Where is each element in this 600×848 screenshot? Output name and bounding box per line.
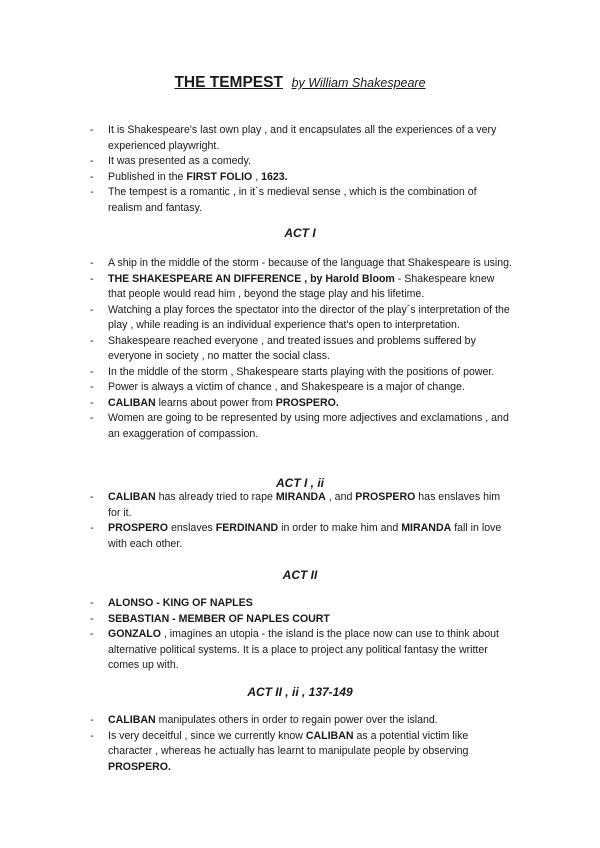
bold-text: 1623.	[261, 170, 288, 183]
text-segment: The tempest is a romantic , in it´s medieval sense , which is the combination of realism and fantasy.	[108, 186, 477, 214]
heading-act-2: ACT II	[282, 568, 318, 582]
bold-text: SEBASTIAN - MEMBER OF NAPLES COURT	[108, 612, 330, 625]
list-item	[0, 272, 600, 303]
list-item	[0, 303, 600, 334]
text-segment: manipulates others in order to regain power over the island.	[155, 714, 438, 726]
bold-text: FIRST FOLIO	[186, 170, 253, 183]
text-segment: learns about power from	[155, 396, 276, 409]
list-item	[0, 713, 600, 729]
list-item	[0, 612, 600, 628]
list-item	[0, 396, 600, 412]
text-segment: has enslaves him for it.	[108, 491, 501, 519]
list-item	[0, 365, 600, 381]
list-item	[0, 521, 600, 552]
act-1-ii-list	[0, 490, 600, 552]
text-segment: Is very deceitful , since we currently know	[108, 729, 306, 742]
act-2-ii-list	[0, 713, 600, 775]
bold-text: ALONSO - KING OF NAPLES	[108, 597, 253, 609]
list-item	[0, 411, 600, 442]
act-1-list	[0, 256, 600, 442]
list-item	[0, 380, 600, 396]
bold-text: MIRANDA	[401, 522, 452, 534]
text-segment: Power is always a victim of chance , and Shakespeare is a major of change.	[108, 381, 465, 393]
bold-text: MIRANDA	[275, 491, 326, 503]
heading-act-1-ii: ACT I , ii	[276, 476, 324, 490]
bold-text: PROSPERO	[108, 522, 169, 534]
bold-text: CALIBAN	[305, 729, 354, 742]
document-title	[0, 74, 600, 92]
list-item	[0, 123, 600, 154]
bold-text: PROSPERO	[355, 491, 416, 503]
bold-text: PROSPERO.	[108, 760, 171, 773]
list-item	[0, 627, 600, 674]
text-segment: enslaves	[168, 522, 216, 534]
bold-text: CALIBAN	[108, 714, 156, 726]
title-author: by William Shakespeare	[291, 76, 426, 90]
text-segment: It was presented as a comedy.	[108, 155, 251, 167]
text-segment: , and	[325, 491, 356, 503]
text-segment: - Shakespeare knew that people would read him , beyond the stage play and his lifetime.	[108, 272, 495, 300]
list-item	[0, 596, 600, 612]
bold-text: GONZALO	[108, 628, 161, 640]
bold-text: PROSPERO.	[275, 396, 339, 409]
text-segment: A ship in the middle of the storm - because of the language that Shakespeare is using.	[108, 257, 512, 269]
text-segment: It is Shakespeare's last own play , and it encapsulates all the experiences of a very experienced playwright.	[108, 124, 497, 152]
intro-list	[0, 123, 600, 216]
text-segment: in order to make him and	[278, 522, 402, 534]
list-item	[0, 729, 600, 776]
text-segment: has already tried to rape	[155, 491, 276, 503]
list-item	[0, 490, 600, 521]
text-segment: Women are going to be represented by using more adjectives and exclamations , and an exaggeration of compassion.	[108, 412, 509, 440]
list-item	[0, 256, 600, 272]
list-item	[0, 154, 600, 170]
text-segment: Shakespeare reached everyone , and treated issues and problems suffered by everyone in society , no matter the social class.	[108, 334, 476, 362]
list-item	[0, 185, 600, 216]
text-segment: , imagines an utopia - the island is the place now can use to think about alternative political systems. It is a place to project any political fantasy the writter comes up with.	[108, 628, 500, 671]
text-segment: ,	[252, 170, 262, 183]
title-main: THE TEMPEST	[174, 74, 283, 91]
list-item	[0, 170, 600, 186]
text-segment: Watching a play forces the spectator into the director of the play´s interpretation of the play , while reading is an individual experience that's open to interpretation.	[108, 303, 510, 331]
text-segment: fall in love with each other.	[108, 522, 502, 550]
bold-text: THE SHAKESPEARE AN DIFFERENCE , by Harold Bloom	[108, 272, 395, 285]
heading-act-1: ACT I	[284, 226, 316, 240]
text-segment: Published in the	[108, 170, 187, 183]
act-2-list	[0, 596, 600, 674]
text-segment: In the middle of the storm , Shakespeare starts playing with the positions of power.	[108, 365, 495, 378]
bold-text: FERDINAND	[215, 522, 279, 534]
list-item	[0, 334, 600, 365]
bold-text: CALIBAN	[108, 491, 156, 503]
heading-act-2-ii: ACT II , ii , 137-149	[247, 685, 353, 699]
bold-text: CALIBAN	[108, 396, 156, 409]
text-segment: as a potential victim like character , whereas he actually has learnt to manipulate people by observing	[108, 729, 469, 757]
